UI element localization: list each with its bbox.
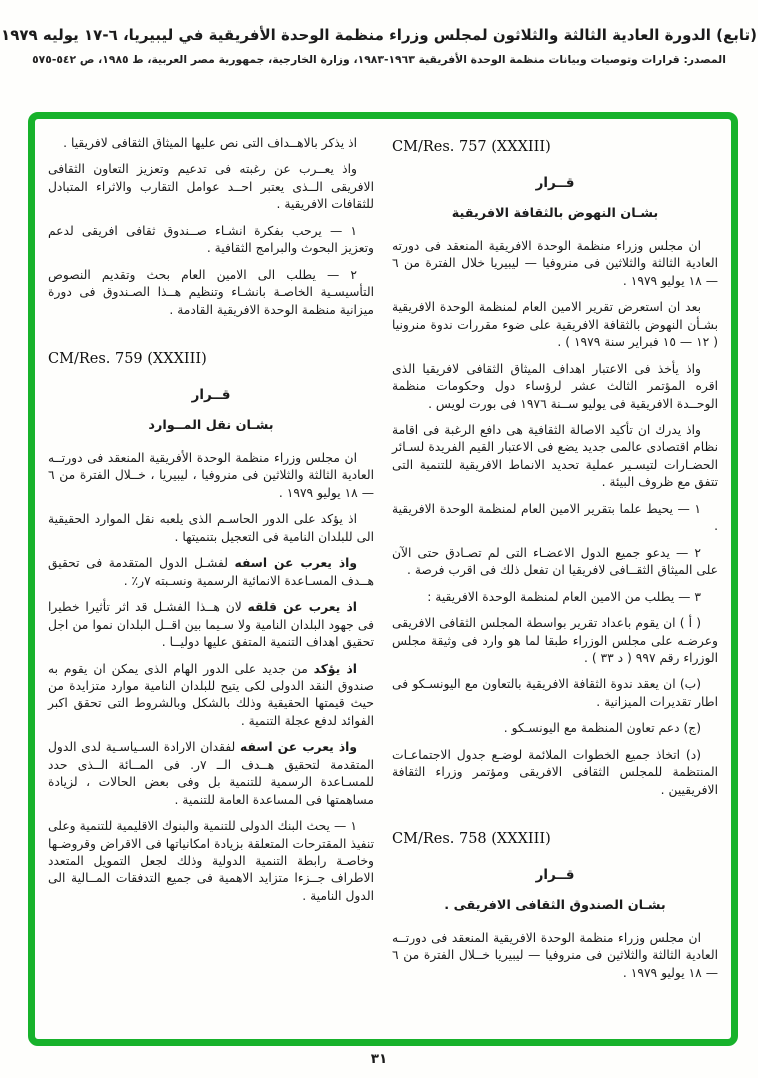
body-paragraph: اذ يذكر بالاهــداف التى نص عليها الميثاق الثقافى لافريقيا . (63, 136, 357, 150)
body-paragraph: واذ يأخذ فى الاعتبار اهداف الميثاق الثقافى لافريقيا الذى اقره المؤتمر الثالث عشر لرؤساء دول وحكومات منظمة الوحــدة الافريقية فى يوليو ســنة ١٩٧٦ فى بورت لويس . (392, 361, 718, 411)
body-paragraph: ١ — يحيط علما بتقرير الامين العام لمنظمة الوحدة الافريقية . (392, 501, 718, 534)
resolution-subject: بشـان الصندوق الثقافى الافريقى . (444, 897, 666, 913)
body-paragraph: ٢ — يدعو جميع الدول الاعضـاء التى لم تصـادق حتى الآن على الميثاق الثقــافى لافريقيا ان تفعل ذلك فى اقرب فرصة . (392, 545, 718, 578)
page-number: ٣١ (370, 1051, 388, 1067)
body-paragraph: ان مجلس وزراء منظمة الوحدة الافريقية المنعقد فى دورتــه العادية الثالثة والثلاثين فى منروفيا — ليبيريا خــلال الفترة من ٦ — ١٨ يوليو ١٩٧٩ . (392, 931, 718, 980)
body-paragraph: (ب) ان يعقد ندوة الثقافة الافريقية بالتعاون مع اليونسـكو فى اطار تقديرات الميزانية . (392, 677, 718, 709)
body-paragraph: بعد ان استعرض تقرير الامين العام لمنظمة الوحدة الافريقية بشـأن النهوض بالثقافة الافريقية على ضوء مقررات ندوة منرونيا ( ١٢ — ١٥ فبراير سنة ١٩٧٩ ) . (392, 300, 718, 350)
resolution-title: قــرار (535, 174, 575, 191)
body-paragraph: ( أ ) ان يقوم باعداد تقرير بواسطة المجلس الثقافى الافريقى وعرضـه على مجلس الوزراء طبقا لما هو وارد فى وثيقة مجلس الوزراء رقم ٩٩٧ ( د ٣٣ ) . (392, 616, 718, 665)
resolution-subject: بشـان النهوض بالثقافة الافريقية (451, 205, 659, 221)
paragraph-text: من جديد على الدور الهام الذى يمكن ان يقوم به صندوق النقد الدولى لكى يتيح للبلدان النامية موارد متزايدة من حيث قيمتها الحقيقية وذلك بالشكل وبالشروط التى تحقق اكبر الفوائد لدفع عجلة التنمية . (48, 661, 374, 728)
body-paragraph: (ج) دعم تعاون المنظمة مع اليونسـكو . (503, 721, 701, 736)
body-paragraph: (د) اتخاذ جميع الخطوات الملائمة لوضـع جدول الاجتماعـات المنتظمة للمجلس الثقافى الافريقى ومؤتمر وزراء الثقافة الافريقيين . (392, 747, 718, 797)
resolution-subject: بشـان نقل المــوارد (148, 417, 274, 433)
resolution-title: قــرار (191, 386, 231, 403)
resolution-number: CM/Res. 759 (XXXIII) (48, 351, 207, 368)
body-paragraph (48, 739, 374, 809)
body-paragraph: ١ — يرحب بفكرة انشـاء صــندوق ثقافى افريقى لدعم وتعزيز البحوث والبرامج الثقافية . (48, 223, 374, 256)
paragraph-text: لفقدان الارادة السـياسـية لدى الدول المتقدمة لتحقيق هــدف الــ ٧ر. فى المــائة الــذى حدد للمسـاعدة الرسمية للتنمية بل وفى بعض الحالات ، لزيادة مساهمتها فى المساعدة العامة للتنمية . (48, 740, 374, 807)
body-paragraph: ان مجلس وزراء منظمة الوحدة الافريقية المنعقد فى دورته العادية الثالثة والثلاثين فى منروفيا — ليبيريا خلال الفترة من ٦ — ١٨ يوليو ١٩٧٩ . (392, 238, 718, 288)
body-paragraph: ٢ — يطلب الى الامين العام بحث وتقديم النصوص التأسيسـية الخاصـة بانشـاء وتنظيم هــذا الصـندوق فى دورة ميزانية منظمة الوحدة الافريقية القادمة . (48, 267, 374, 317)
left-column (48, 135, 374, 1031)
source-citation: المصدر: قرارات وتوصيات وبيانات منظمة الوحدة الأفريقية ١٩٦٣-١٩٨٣، وزارة الخارجية، جمهورية مصر العربية، ط ١٩٨٥، ص ٥٤٢-٥٧٥ (32, 52, 726, 66)
paragraph-lead: واذ يعرب عن اسفه (234, 556, 357, 571)
resolution-title: قــرار (535, 866, 575, 883)
resolution-number: CM/Res. 758 (XXXIII) (392, 831, 551, 848)
body-paragraph (48, 555, 374, 590)
page-border-frame (28, 112, 738, 1046)
right-column (392, 135, 718, 1031)
body-paragraph: واذ يدرك ان تأكيد الاصالة الثقافية هى دافع الرغبة فى اقامة نظام اقتصادى عالمى جديد يضع فى الاعتبار القيم الفريدة لسـائر الحضـارات لتيسـير عملية تحديد الانماط الافريقية للتنمية التى تتفق مع ظروف البيئة . (392, 422, 718, 490)
body-paragraph (48, 599, 374, 651)
body-paragraph: ان مجلس وزراء منظمة الوحدة الأفريقية المنعقد فى دورتــه العادية الثالثة والثلاثين فى منروفيا ، ليبيريا ، خــلال الفترة من ٦ — ١٨ يوليو ١٩٧٩ . (48, 450, 374, 500)
paragraph-lead: واذ يعرب عن اسفه (239, 740, 357, 755)
paragraph-text: لان هــذا الفشـل قد اثر تأثيرا خطيرا فى جهود البلدان النامية ولا سـيما بين اقــل البلدان نموا من اجل تحقيق اهداف التنمية المتفق عليها دوليــا . (48, 600, 374, 650)
body-paragraph: ٣ — يطلب من الامين العام لمنظمة الوحدة الافريقية : (427, 589, 701, 604)
body-paragraph: اذ يؤكد على الدور الحاسـم الذى يلعبه نقل الموارد الحقيقية الى للبلدان النامية فى التعجيل بتنميتها . (48, 512, 374, 544)
page-header (0, 26, 758, 66)
body-paragraph: ١ — يحث البنك الدولى للتنمية والبنوك الاقليمية للتنمية وعلى تنفيذ المقترحات المتعلقة بزيادة امكانياتها فى الاقراض وقروضـها وخاصـة رابطة التنمية الدولية وذلك لجعل التمويل المتعدد الاطراف جــزءا متزايد الاهمية فى جميع التدفقات المــالية الى الدول النامية . (48, 819, 374, 903)
two-column-layout (35, 119, 731, 1039)
paragraph-lead: اذ يعرب عن قلقه (247, 600, 358, 615)
paragraph-lead: اذ يؤكد (313, 661, 357, 676)
body-paragraph (48, 661, 374, 731)
body-paragraph: واذ يعــرب عن رغبته فى تدعيم وتعزيز التعاون الثقافى الافريقى الــذى يعتبر احــد عوامل التقارب والاثراء المتبادل للثقافات الافريقية . (48, 162, 374, 212)
paragraph-text: لفشـل الدول المتقدمة فى تحقيق هــدف المسـاعدة الانمائية الرسمية ونسـبته ٧ر٪ . (48, 556, 374, 588)
session-title: (تابع) الدورة العادية الثالثة والثلاثون لمجلس وزراء منظمة الوحدة الأفريقية في ليبيريا، ٦-١٧ يوليه ١٩٧٩ (1, 26, 757, 44)
resolution-number: CM/Res. 757 (XXXIII) (392, 139, 551, 155)
